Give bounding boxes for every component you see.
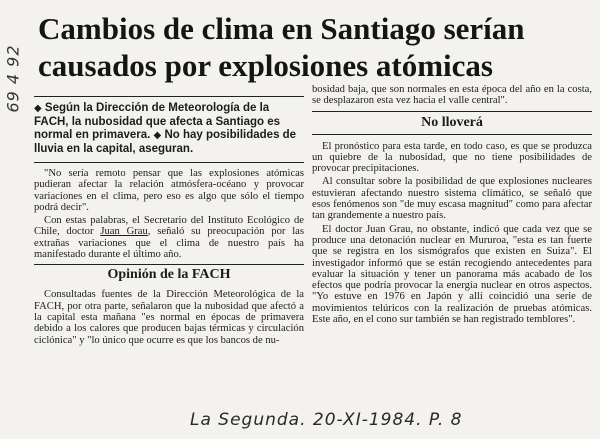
lead-top-rule: [34, 96, 304, 97]
headline-line-1: Cambios de clima en Santiago serían: [38, 11, 525, 46]
lead-summary: [34, 102, 304, 156]
paragraph-secretary-text-a: Con estas palabras, el Secretario del Instituto Ecológico de Chile, doctor: [34, 215, 304, 238]
paragraph-secretary: [34, 215, 304, 260]
handwritten-side-note: [0, 28, 26, 128]
paragraph-nuclear-query: Al consultar sobre la posibilidad de que explosiones nucleares estuvieran afectando nuestro sistema climático, se señaló que esos fenómenos son "de muy escasa magnitud" como para afectar tan grandemente a nuestro país.: [312, 176, 592, 222]
lead-bottom-rule: [34, 162, 304, 163]
handwritten-source-note: La Segunda. 20-XI-1984. P. 8: [190, 410, 463, 430]
paragraph-grau: El doctor Juan Grau, no obstante, indicó que cada vez que se produce una detonación nuclear en Mururoa, "esta es tan fuerte que se registra en los sismógrafos que existen en Suiza". El investigador informó que se están recogiendo antecedentes para evaluar la situación y tener un panorama más acabado de los efectos que podría provocar la energía nuclear en otros aspectos. "Yo estuve en 1976 en Japón y allí coincidió una serie de movimientos telúricos con la realización de pruebas atómicas. Este año, en el cono sur también se han registrado temblores".: [312, 223, 592, 326]
right-column: [312, 84, 592, 327]
paragraph-forecast: El pronóstico para esta tarde, en todo caso, es que se produzca un quiebre de la nubosidad, que no tiene posibilidades de provocar precipitaciones.: [312, 140, 592, 175]
lead-bullet-1: Según la Dirección de Meteorología de la FACH, la nubosidad que afecta a Santiago es normal en primavera.: [34, 102, 281, 141]
diamond-bullet-icon: ◆: [153, 130, 162, 141]
subhead-no-llovera: No lloverá: [312, 111, 592, 135]
side-note-text: 69 4 92: [3, 43, 23, 113]
lead-bullet-2: No hay posibilidades de lluvia en la capital, aseguran.: [34, 129, 297, 155]
subhead-opinion-fach: Opinión de la FACH: [34, 264, 304, 285]
paragraph-secretary-text-b: , señaló su preocupación por las extrañas variaciones que el clima de nuestro país ha manifestado durante el último año.: [34, 226, 304, 261]
diamond-bullet-icon: ◆: [34, 103, 42, 114]
left-column: [34, 92, 304, 348]
headline-line-2: causados por explosiones atómicas: [38, 48, 493, 83]
paragraph-continuation: bosidad baja, que son normales en esta época del año en la costa, se desplazaron esta vez hacia el valle central".: [312, 84, 592, 107]
paragraph-fach: Consultadas fuentes de la Dirección Meteorológica de la FACH, por otra parte, señalaron que la nubosidad que afectó a la capital esta mañana "es normal en épocas de primavera debido a los calores que producen bajas térmicas y circulación ciclónica" y "lo único que ocurre es que los bancos de nu-: [34, 289, 304, 346]
underlined-name: Juan Grau: [100, 226, 148, 238]
headline: [38, 10, 598, 84]
paragraph-quote: "No sería remoto pensar que las explosiones atómicas pudieran afectar la relación atmósfera-océano y provocar variaciones en el clima, pero eso es algo que sólo el tiempo podrá decir".: [34, 168, 304, 213]
